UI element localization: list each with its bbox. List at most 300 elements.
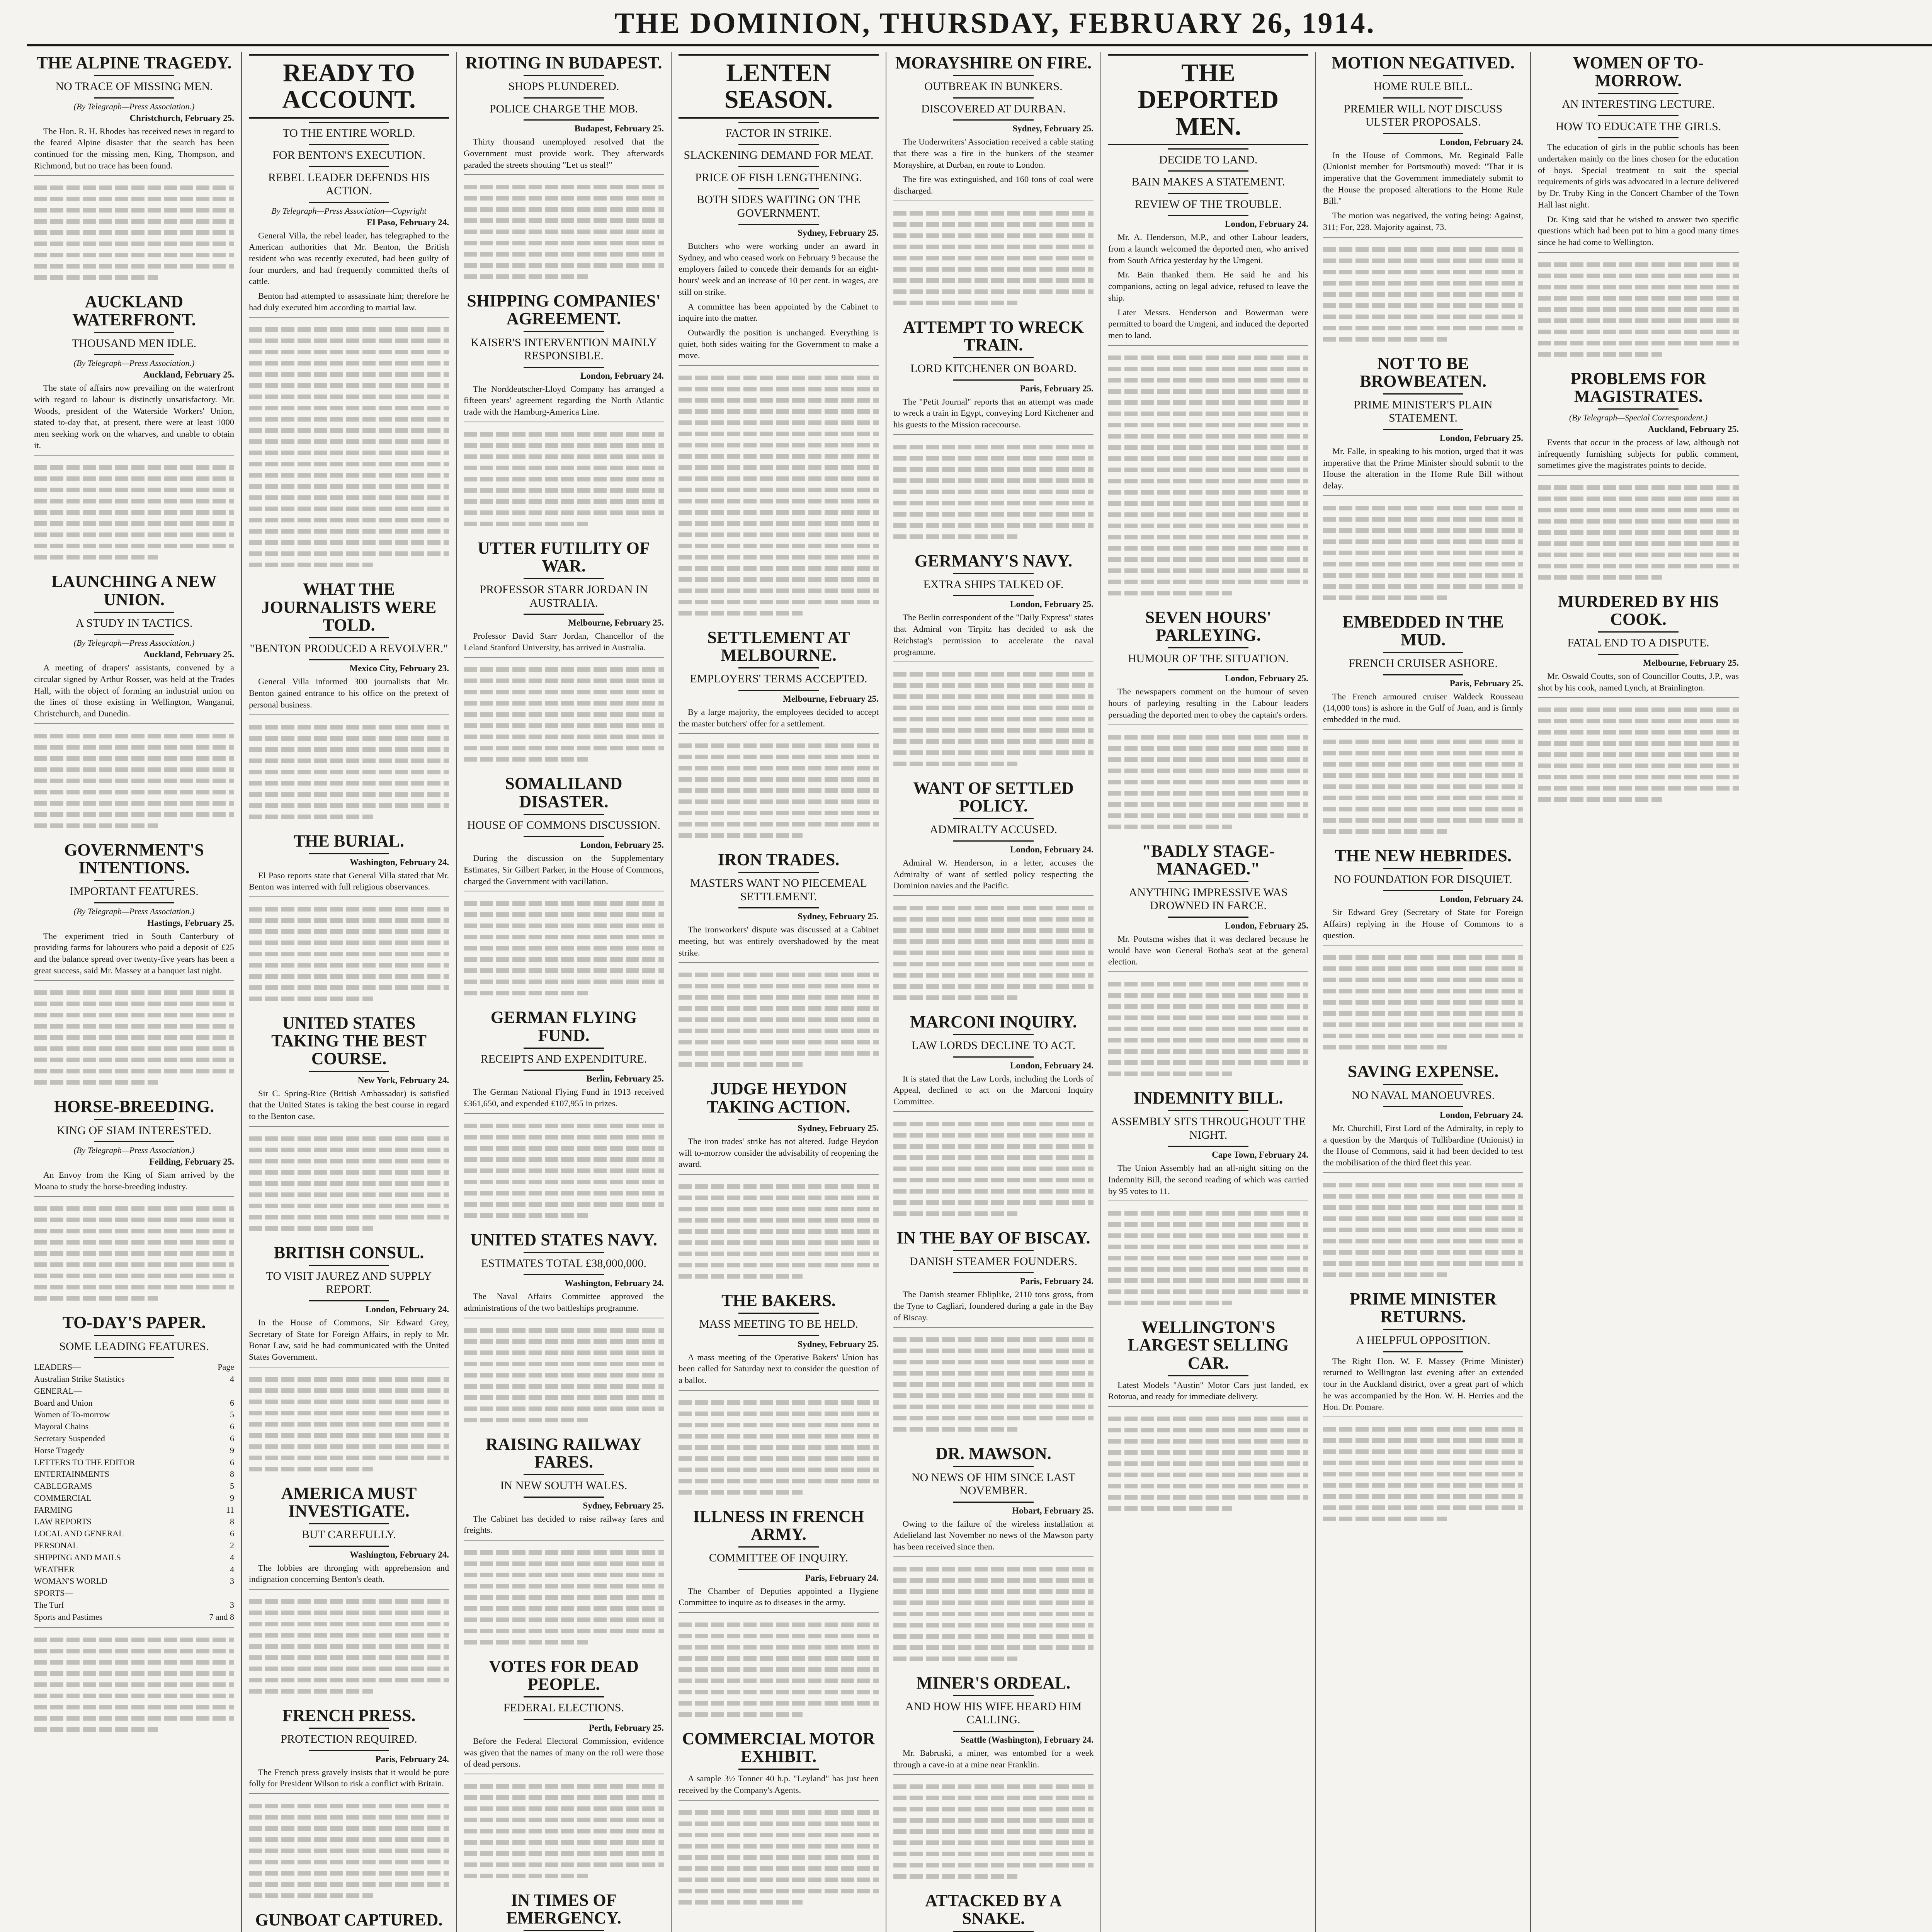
place-date: Paris, February 25. — [1449, 678, 1523, 688]
text-line — [679, 1866, 879, 1871]
article — [464, 54, 664, 279]
text-line — [464, 488, 664, 493]
text-line — [464, 1862, 664, 1867]
place-date: Washington, February 24. — [350, 857, 449, 867]
text-line — [679, 1712, 803, 1717]
text-line — [249, 1192, 449, 1197]
text-line — [464, 901, 664, 906]
text-line — [893, 951, 1094, 955]
text-line — [34, 1024, 234, 1029]
text-line — [249, 747, 449, 752]
deck-rule — [1168, 1146, 1248, 1147]
text-line — [249, 997, 373, 1001]
text-line — [1323, 303, 1523, 308]
text-line — [464, 1840, 664, 1845]
text-line — [249, 1599, 449, 1604]
text-line — [679, 1810, 879, 1815]
place-date: Washington, February 24. — [565, 1278, 664, 1288]
index-row — [34, 1409, 234, 1421]
headline-rule — [1383, 652, 1463, 653]
index-page: 4 — [230, 1374, 234, 1384]
text-line — [1108, 813, 1308, 818]
article-paragraph: The education of girls in the public schools has been undertaken mainly on the lines chosen for the education of boys. Special treatment to suit the special requirements of girls was advocated in a lecture delivered by Dr. Truby King in the Concert Chamber of the Town Hall last night. — [1538, 142, 1739, 209]
text-line — [1538, 508, 1739, 512]
text-line — [249, 1181, 449, 1186]
text-line — [1323, 1216, 1523, 1221]
subheadline: ADMIRALTY ACCUSED. — [930, 823, 1057, 836]
deck-rule — [1383, 1106, 1463, 1107]
text-line — [34, 1229, 234, 1233]
article-text-texture — [1323, 729, 1523, 834]
text-line — [1538, 541, 1739, 546]
text-line — [893, 256, 1094, 260]
text-line — [34, 1262, 234, 1267]
index-row — [34, 1492, 234, 1504]
text-line — [464, 510, 664, 515]
text-line — [893, 1623, 1094, 1628]
text-line — [679, 1263, 879, 1267]
text-line — [34, 823, 158, 828]
subheadline: PREMIER WILL NOT DISCUSS ULSTER PROPOSALS. — [1344, 102, 1503, 129]
article-paragraph: The fire was extinguished, and 160 tons of coal were discharged. — [893, 174, 1094, 196]
headline-rule — [738, 872, 818, 873]
text-line — [679, 1456, 879, 1461]
index-row — [34, 1421, 234, 1433]
text-line — [679, 1229, 879, 1234]
text-line — [464, 1606, 664, 1611]
text-line — [1108, 825, 1232, 829]
text-line — [249, 952, 449, 956]
headline: HORSE-BREEDING. — [54, 1097, 214, 1116]
article-text-texture — [893, 1556, 1094, 1661]
text-line — [249, 1400, 449, 1404]
index-label: WEATHER — [34, 1564, 75, 1574]
headline: EMBEDDED IN THE MUD. — [1342, 612, 1504, 649]
place-date: London, February 25. — [1440, 433, 1523, 443]
text-line — [679, 1490, 803, 1495]
article-paragraph: Later Messrs. Henderson and Bowerman were permitted to board the Umgeni, and induced the deported men to land. — [1108, 307, 1308, 340]
article-text-texture — [249, 714, 449, 819]
article — [893, 1674, 1094, 1879]
text-line — [893, 1382, 1094, 1387]
place-date: London, February 24. — [1440, 1110, 1523, 1120]
headline-rule — [94, 75, 174, 76]
text-line — [1323, 292, 1523, 297]
text-line — [34, 555, 158, 560]
subheadline: DECIDE TO LAND. — [1159, 153, 1258, 166]
dateline: (By Telegraph—Press Association.) — [73, 358, 195, 368]
index-label: Mayoral Chains — [34, 1422, 89, 1432]
index-page: 6 — [230, 1457, 234, 1467]
index-row — [34, 1433, 234, 1445]
text-line — [1538, 764, 1739, 768]
article-text-texture — [1108, 1406, 1308, 1511]
headline: PROBLEMS FOR MAGISTRATES. — [1570, 369, 1706, 406]
headline-rule — [738, 1769, 818, 1770]
deck-rule — [524, 1497, 604, 1498]
text-line — [1323, 584, 1523, 589]
text-line — [1538, 519, 1739, 524]
text-line — [1323, 270, 1523, 274]
text-line — [1323, 1228, 1523, 1232]
text-line — [679, 1062, 803, 1067]
text-line — [1108, 993, 1308, 998]
place-date: London, February 25. — [1225, 673, 1308, 684]
text-line — [679, 1634, 879, 1638]
article-text-texture — [249, 1367, 449, 1471]
text-line — [679, 432, 879, 436]
headline-rule — [1168, 148, 1248, 150]
text-line — [679, 766, 879, 770]
text-line — [34, 521, 234, 526]
deck-rule — [309, 144, 389, 145]
article — [1108, 54, 1308, 595]
article — [464, 1891, 664, 1932]
article-paragraph: The French press gravely insists that it would be pure folly for President Wilson to risk a conflict with Britain. — [249, 1767, 449, 1789]
text-line — [1108, 445, 1308, 450]
text-line — [893, 267, 1094, 272]
text-line — [464, 466, 664, 470]
text-line — [1323, 1483, 1523, 1488]
index-row — [34, 1504, 234, 1516]
text-line — [893, 456, 1094, 461]
text-line — [464, 1595, 664, 1600]
text-line — [679, 1423, 879, 1427]
text-line — [34, 1649, 234, 1653]
headline-rule — [1598, 408, 1679, 410]
deck-rule — [953, 1272, 1033, 1273]
article-text-texture — [34, 175, 234, 280]
dateline: (By Telegraph—Special Correspondent.) — [1569, 412, 1708, 422]
place-date: Hobart, February 25. — [1012, 1505, 1094, 1515]
index-row — [34, 1587, 234, 1599]
headline: SOMALILAND DISASTER. — [505, 774, 622, 811]
article — [679, 1292, 879, 1495]
deck-rule — [953, 379, 1033, 381]
text-line — [249, 1388, 449, 1393]
text-line — [893, 706, 1094, 710]
text-line — [893, 1829, 1094, 1834]
article-paragraph: The iron trades' strike has not altered. Judge Heydon will to-morrow consider the advisability of reopening the award. — [679, 1136, 879, 1169]
text-line — [249, 1611, 449, 1615]
text-line — [893, 1200, 1094, 1205]
text-line — [1108, 1004, 1308, 1009]
text-line — [249, 1826, 449, 1831]
article — [1108, 1089, 1308, 1305]
deck-rule — [1383, 674, 1463, 675]
column-1 — [27, 52, 242, 1932]
text-line — [679, 1445, 879, 1450]
article-paragraph: Professor David Starr Jordan, Chancellor of the Leland Stanford University, has arrived in Australia. — [464, 631, 664, 652]
headline: FRENCH PRESS. — [282, 1706, 416, 1725]
text-line — [34, 812, 234, 817]
text-line — [1323, 1261, 1523, 1266]
text-line — [1108, 1256, 1308, 1260]
text-line — [464, 1561, 664, 1566]
text-line — [1323, 818, 1523, 823]
text-line — [249, 1170, 449, 1175]
text-line — [1108, 1439, 1308, 1444]
text-line — [249, 1411, 449, 1415]
text-line — [464, 946, 664, 951]
article — [679, 1508, 879, 1717]
article — [249, 1911, 449, 1932]
text-line — [464, 912, 664, 917]
text-line — [249, 451, 449, 455]
text-line — [464, 1124, 664, 1128]
article — [464, 1009, 664, 1218]
place-date: Auckland, February 25. — [143, 370, 234, 380]
text-line — [1108, 535, 1308, 539]
text-line — [679, 488, 879, 492]
deck-rule — [738, 224, 818, 225]
text-line — [1323, 326, 1523, 330]
article — [1108, 609, 1308, 829]
article-paragraph: Dr. King said that he wished to answer two specific questions which had been put to him a good many times since he had come to Wellington. — [1538, 214, 1739, 247]
text-line — [1538, 752, 1739, 757]
article-text-texture — [1538, 475, 1739, 580]
text-line — [893, 1567, 1094, 1571]
place-date: Sydney, February 25. — [798, 1123, 879, 1133]
text-line — [464, 690, 664, 694]
subheadline: PRICE OF FISH LENGTHENING. — [695, 171, 862, 184]
headline: ATTACKED BY A SNAKE. — [925, 1891, 1062, 1928]
headline: UNITED STATES NAVY. — [470, 1230, 657, 1249]
headline: MARCONI INQUIRY. — [910, 1012, 1077, 1031]
headline-rule — [953, 818, 1033, 819]
text-line — [249, 1678, 449, 1682]
article-paragraph: General Villa informed 300 journalists that Mr. Benton gained entrance to his office on the pretext of personal business. — [249, 677, 449, 709]
headline-rule — [94, 612, 174, 613]
text-line — [893, 1796, 1094, 1800]
text-line — [34, 1069, 234, 1073]
text-line — [1108, 557, 1308, 562]
subheadline: THOUSAND MEN IDLE. — [71, 337, 197, 350]
headline-rule — [738, 1313, 818, 1314]
text-line — [679, 1184, 879, 1189]
subheadline: ESTIMATES TOTAL £38,000,000. — [481, 1257, 646, 1270]
text-line — [1323, 506, 1523, 510]
text-line — [893, 973, 1094, 978]
text-line — [1323, 315, 1523, 319]
text-line — [464, 1213, 588, 1218]
headline: "BADLY STAGE-MANAGED." — [1141, 841, 1275, 878]
subheadline: EXTRA SHIPS TALKED OF. — [923, 578, 1064, 591]
subheadline: LORD KITCHENER ON BOARD. — [910, 362, 1077, 375]
text-line — [679, 376, 879, 380]
column-2 — [242, 52, 457, 1932]
text-line — [679, 1412, 879, 1416]
text-line — [34, 242, 234, 246]
article-paragraph: The Cabinet has decided to raise railway fares and freights. — [464, 1514, 664, 1535]
text-line — [249, 1837, 449, 1842]
text-line — [1323, 989, 1523, 993]
text-line — [679, 1855, 879, 1860]
text-line — [34, 1296, 158, 1301]
place-date: Auckland, February 25. — [143, 650, 234, 660]
subheadline: REVIEW OF THE TROUBLE. — [1135, 197, 1282, 211]
deck-rule — [309, 166, 389, 167]
headline-rule — [309, 122, 389, 123]
text-line — [34, 1660, 234, 1665]
headline: THE ALPINE TRAGEDY. — [36, 53, 232, 72]
headline: ATTEMPT TO WRECK TRAIN. — [903, 317, 1084, 354]
article — [893, 1013, 1094, 1216]
article — [249, 54, 449, 567]
text-line — [1323, 281, 1523, 286]
deck-rule — [1383, 890, 1463, 891]
text-line — [1108, 479, 1308, 483]
text-line — [679, 499, 879, 503]
text-line — [1323, 1494, 1523, 1499]
article-paragraph: El Paso reports state that General Villa stated that Mr. Benton was interred with full religious observances. — [249, 870, 449, 892]
deck-rule — [524, 367, 604, 368]
text-line — [249, 1467, 373, 1471]
text-line — [1108, 1027, 1308, 1031]
article — [249, 1707, 449, 1898]
text-line — [893, 1612, 1094, 1616]
subheadline: SLACKENING DEMAND FOR MEAT. — [684, 149, 874, 162]
index-row — [34, 1480, 234, 1492]
text-line — [679, 387, 879, 391]
text-line — [249, 383, 449, 388]
article-text-texture — [679, 365, 879, 616]
place-date: London, February 24. — [366, 1304, 449, 1314]
index-row — [34, 1468, 234, 1480]
index-page: 6 — [230, 1422, 234, 1432]
text-line — [679, 465, 879, 470]
text-line — [893, 1589, 1094, 1594]
article-paragraph: Mr. Babruski, a miner, was entombed for a week through a cave-in at a mine near Franklin. — [893, 1748, 1094, 1769]
text-line — [1108, 580, 1308, 584]
text-line — [249, 1456, 449, 1460]
text-line — [893, 1600, 1094, 1605]
dateline: (By Telegraph—Press Association.) — [73, 101, 195, 111]
subheadline: "BENTON PRODUCED A REVOLVER." — [250, 642, 448, 655]
article-paragraph: A meeting of drapers' assistants, convened by a circular signed by Arthur Rosser, was held at the Trades Hall, with the object of forming an industrial union on the lines of those existing in Wellington, Wanganui, Christchurch, and Dunedin. — [34, 663, 234, 719]
article — [893, 54, 1094, 305]
article-text-texture — [1108, 345, 1308, 595]
article-text-texture — [1108, 1201, 1308, 1305]
text-line — [679, 588, 879, 593]
index-page: 9 — [230, 1493, 234, 1503]
index-row — [34, 1540, 234, 1552]
text-line — [464, 274, 588, 279]
text-line — [1323, 1022, 1523, 1027]
headline-rule — [309, 853, 389, 854]
headline-rule — [524, 814, 604, 815]
text-line — [679, 566, 879, 571]
headline-rule — [953, 573, 1033, 574]
place-date: Christchurch, February 25. — [129, 113, 234, 123]
text-line — [893, 278, 1094, 283]
text-line — [893, 1645, 1094, 1650]
text-line — [464, 241, 664, 245]
text-line — [893, 245, 1094, 249]
article-paragraph: An Envoy from the King of Siam arrived by the Moana to study the horse-breeding industry. — [34, 1170, 234, 1191]
text-line — [679, 1645, 879, 1650]
deck-rule — [953, 595, 1033, 596]
text-line — [249, 1444, 449, 1449]
article — [893, 1445, 1094, 1661]
deck-rule — [953, 1056, 1033, 1058]
article — [1323, 355, 1523, 600]
index-label: LOCAL AND GENERAL — [34, 1529, 124, 1539]
text-line — [679, 1690, 879, 1694]
subheadline: ASSEMBLY SITS THROUGHOUT THE NIGHT. — [1111, 1115, 1306, 1141]
text-line — [249, 507, 449, 511]
text-line — [34, 1251, 234, 1256]
article-text-texture — [1538, 252, 1739, 357]
text-line — [679, 788, 879, 793]
text-line — [679, 1040, 879, 1044]
text-line — [1538, 307, 1739, 312]
text-line — [34, 488, 234, 492]
text-line — [893, 1189, 1094, 1194]
text-line — [679, 1468, 879, 1472]
article — [679, 1730, 879, 1905]
headline-rule — [309, 1728, 389, 1729]
place-date: London, February 25. — [580, 840, 664, 850]
index-label: SHIPPING AND MAILS — [34, 1552, 121, 1562]
subheadline: LAW LORDS DECLINE TO ACT. — [911, 1039, 1076, 1052]
text-line — [893, 211, 1094, 216]
article-paragraph: The Danish steamer Ebliplike, 2110 tons gross, from the Tyne to Cagliari, foundered during a gale in the Bay of Biscay. — [893, 1289, 1094, 1322]
article-text-texture — [34, 980, 234, 1085]
article-text-texture — [679, 1612, 879, 1717]
text-line — [893, 750, 1094, 755]
text-line — [1108, 1222, 1308, 1227]
text-line — [1323, 1045, 1447, 1049]
index-page: 5 — [230, 1410, 234, 1420]
text-line — [1323, 247, 1523, 252]
text-line — [1323, 762, 1523, 767]
text-line — [1538, 497, 1739, 501]
text-line — [679, 1622, 879, 1627]
text-line — [464, 454, 664, 459]
text-line — [893, 1807, 1094, 1811]
article — [679, 851, 879, 1067]
index-label: The Turf — [34, 1600, 64, 1610]
text-line — [464, 667, 664, 672]
article — [249, 1485, 449, 1694]
text-line — [679, 822, 879, 827]
headline: RAISING RAILWAY FARES. — [486, 1434, 642, 1471]
article — [464, 1658, 664, 1878]
index-page: 6 — [230, 1433, 234, 1443]
deck-rule — [738, 188, 818, 189]
headline: GUNBOAT CAPTURED. — [255, 1910, 443, 1929]
article-text-texture — [249, 1793, 449, 1898]
deck-rule — [738, 166, 818, 167]
deck-rule — [1598, 654, 1679, 655]
text-line — [464, 499, 664, 504]
text-line — [464, 230, 664, 234]
article-paragraph: A sample 3½ Tonner 40 h.p. "Leyland" has just been received by the Company's Agents. — [679, 1774, 879, 1795]
index-page: 3 — [230, 1576, 234, 1586]
article — [249, 1014, 449, 1231]
text-line — [893, 1360, 1094, 1364]
article-text-texture — [1108, 971, 1308, 1076]
article-paragraph: The Norddeutscher-Lloyd Company has arranged a fifteen years' agreement regarding the North Atlantic trade with the Hamburg-America Line. — [464, 384, 664, 417]
text-line — [893, 1405, 1094, 1409]
text-line — [1108, 1278, 1308, 1283]
text-line — [34, 1046, 234, 1051]
headline-rule — [1168, 647, 1248, 648]
dateline: By Telegraph—Press Association—Copyright — [271, 206, 427, 216]
place-date: Melbourne, February 25. — [1643, 658, 1739, 668]
headline: WANT OF SETTLED POLICY. — [913, 779, 1074, 816]
